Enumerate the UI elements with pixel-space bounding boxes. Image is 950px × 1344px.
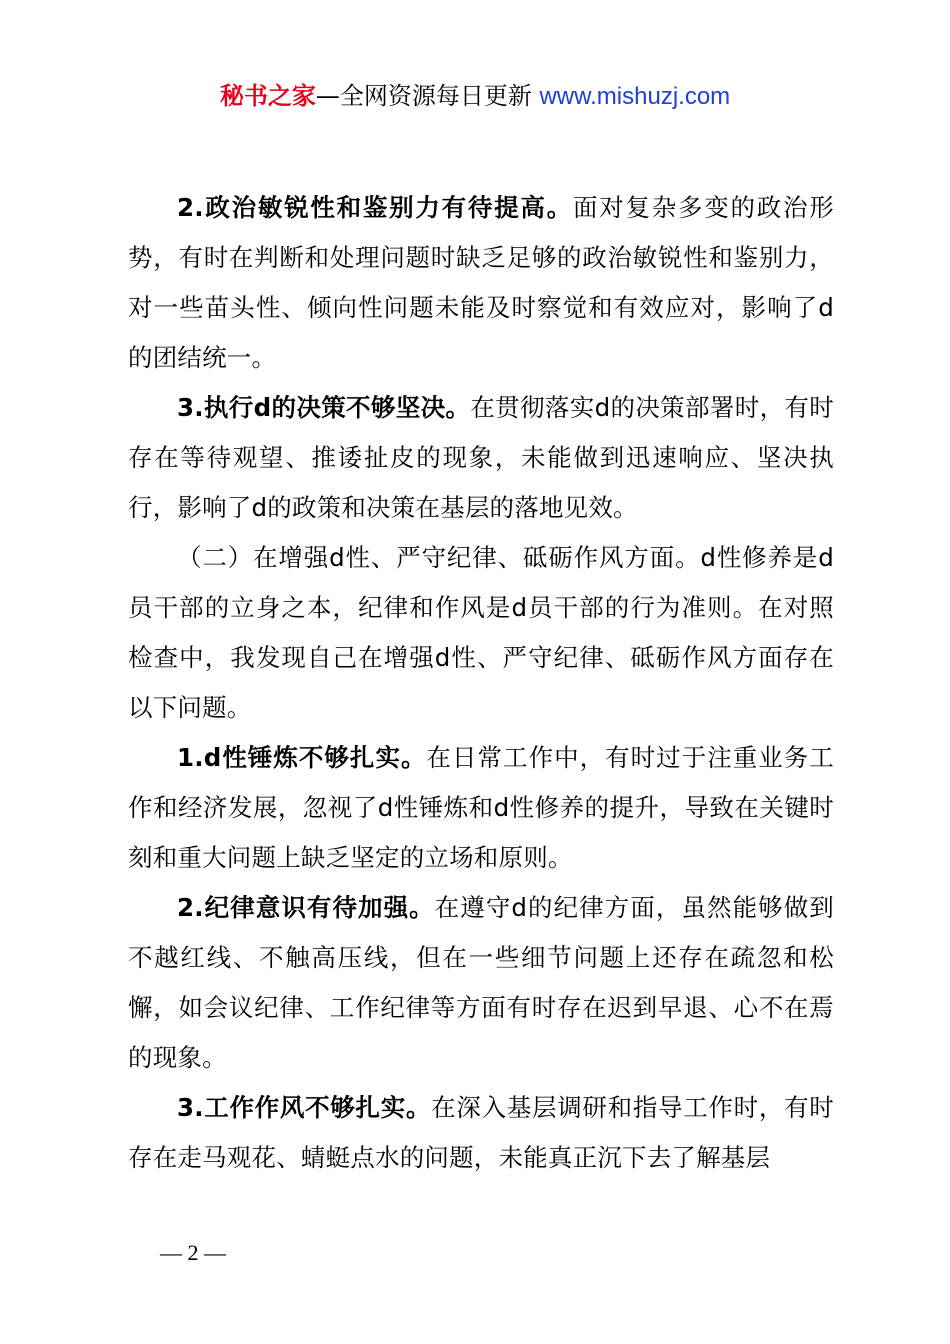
paragraph-text: 在日常工作中，有时过于注重业务工作和经济发展，忽视了d性锤炼和d性修养的提升，导致在关键时刻和重大问题上缺乏坚定的立场和原则。 <box>128 743 834 872</box>
site-brand: 秘书之家 <box>219 82 316 110</box>
paragraph-heading: 2.纪律意识有待加强。 <box>177 893 435 922</box>
paragraph <box>128 1083 834 1183</box>
paragraph <box>128 883 834 1083</box>
site-url-link[interactable]: www.mishuzj.com <box>539 83 731 110</box>
paragraph <box>128 533 834 733</box>
document-body <box>128 183 834 1183</box>
site-slogan: —全网资源每日更新 <box>315 82 540 110</box>
paragraph-text: （二）在增强d性、严守纪律、砥砺作风方面。d性修养是d员干部的立身之本，纪律和作风是d员干部的行为准则。在对照检查中，我发现自己在增强d性、严守纪律、砥砺作风方面存在以下问题。 <box>128 543 834 722</box>
paragraph-heading: 2.政治敏锐性和鉴别力有待提高。 <box>177 193 573 222</box>
paragraph-text: 在遵守d的纪律方面，虽然能够做到不越红线、不触高压线，但在一些细节问题上还存在疏忽和松懈，如会议纪律、工作纪律等方面有时存在迟到早退、心不在焉的现象。 <box>128 893 834 1072</box>
page-number: — 2 — <box>160 1240 226 1265</box>
paragraph-text: 面对复杂多变的政治形势，有时在判断和处理问题时缺乏足够的政治敏锐性和鉴别力，对一些苗头性、倾向性问题未能及时察觉和有效应对，影响了d的团结统一。 <box>128 193 834 372</box>
paragraph <box>128 733 834 883</box>
paragraph-heading: 3.执行d的决策不够坚决。 <box>177 393 471 422</box>
paragraph-heading: 1.d性锤炼不够扎实。 <box>177 743 427 772</box>
paragraph-text: 在贯彻落实d的决策部署时，有时存在等待观望、推诿扯皮的现象，未能做到迅速响应、坚决执行，影响了d的政策和决策在基层的落地见效。 <box>128 393 834 522</box>
site-header <box>0 78 950 115</box>
paragraph-heading: 3.工作作风不够扎实。 <box>177 1093 432 1122</box>
paragraph <box>128 183 834 383</box>
paragraph-text: 在深入基层调研和指导工作时，有时存在走马观花、蜻蜓点水的问题，未能真正沉下去了解基层 <box>128 1093 834 1172</box>
paragraph <box>128 383 834 533</box>
